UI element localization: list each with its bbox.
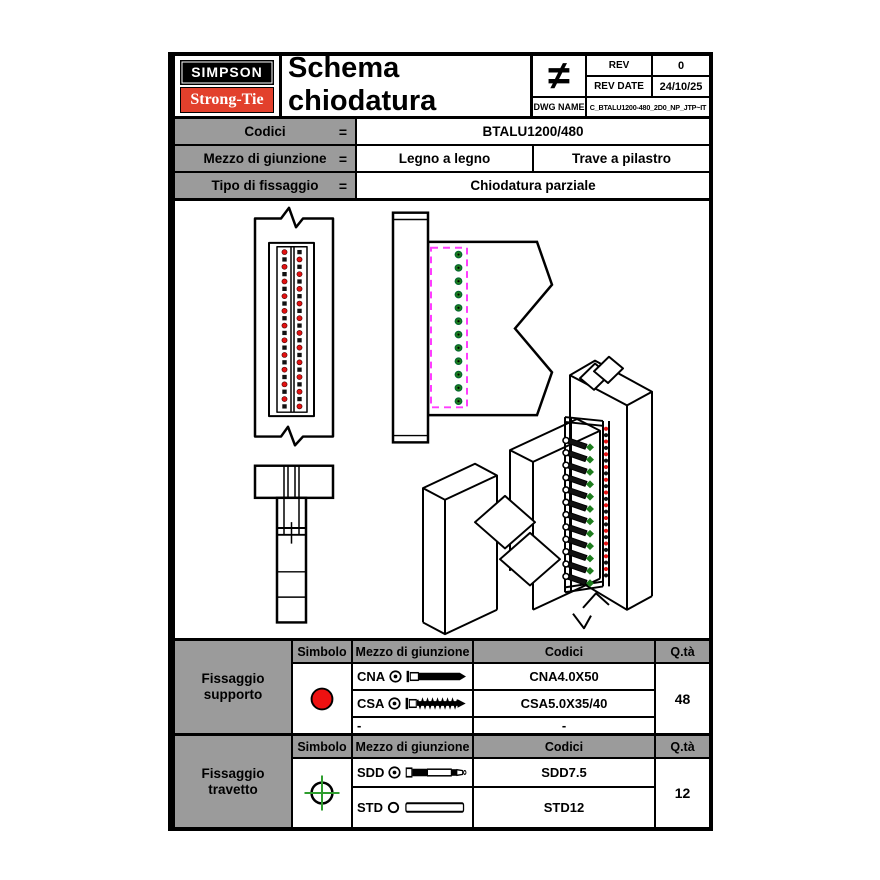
- code-cna: CNA4.0X50: [474, 664, 654, 689]
- rev-date-label: REV DATE: [587, 77, 651, 96]
- brand-strongtie: Strong-Tie: [180, 87, 274, 113]
- dwg-name-label: DWG NAME: [533, 98, 585, 116]
- header-qta: Q.tà: [656, 736, 709, 757]
- nail-icon: [406, 668, 468, 685]
- travetto-symbol: [293, 759, 351, 827]
- beam-outline: [428, 242, 552, 415]
- hanger-plate-inner: [277, 247, 307, 412]
- drawing-sheet: [168, 52, 713, 831]
- crosshair-icon: [302, 773, 342, 813]
- rod-head-icon: [386, 800, 401, 815]
- fastener-dash: [353, 718, 472, 733]
- rod-icon: [404, 799, 468, 816]
- rev-value: 0: [653, 56, 709, 75]
- code-csa: CSA5.0X35/40: [474, 691, 654, 716]
- rev-date-value: 24/10/25: [653, 77, 709, 96]
- fastener-name: SDD: [357, 765, 385, 780]
- dowel-head-icon: [387, 765, 402, 780]
- info-row-codici: [175, 119, 709, 144]
- beam-stub-top: [423, 464, 497, 500]
- info-label-text: Mezzo di giunzione: [203, 151, 327, 166]
- supporto-qty: 48: [656, 664, 709, 733]
- header-codici: Codici: [474, 736, 654, 757]
- info-label-text: Codici: [244, 124, 286, 139]
- screw-icon: [405, 695, 468, 712]
- travetto-label: Fissaggio travetto: [175, 736, 291, 827]
- post-side-outline: [393, 213, 428, 443]
- fastener-name: CNA: [357, 669, 386, 684]
- side-view: [393, 213, 552, 443]
- nail-head-icon: [388, 669, 403, 684]
- beam-top-face: [510, 419, 600, 462]
- fissaggio-travetto-table: [175, 736, 709, 827]
- header-codici: Codici: [474, 641, 654, 662]
- header-simbolo: Simbolo: [293, 641, 351, 662]
- info-label: [175, 146, 355, 171]
- info-label-text: Tipo di fissaggio: [211, 178, 319, 193]
- supporto-label: Fissaggio supporto: [175, 641, 291, 733]
- header-mezzo: Mezzo di giunzione: [353, 736, 472, 757]
- equals-sign: =: [338, 150, 347, 167]
- top-view: [255, 466, 333, 623]
- header-qta: Q.tà: [656, 641, 709, 662]
- sheet-title: Schema chiodatura: [282, 52, 530, 121]
- code-sdd: SDD7.5: [474, 759, 654, 786]
- iso-dowel-column: [563, 438, 594, 588]
- not-equal-icon: ≠: [533, 56, 585, 96]
- post-top-outline: [255, 466, 333, 498]
- beam-stub-edges: [423, 475, 497, 634]
- header-simbolo: Simbolo: [293, 736, 351, 757]
- front-view: [255, 208, 333, 445]
- equals-sign: =: [338, 177, 347, 194]
- fastener-name: CSA: [357, 696, 385, 711]
- title-block: [175, 51, 709, 117]
- info-value: Trave a pilastro: [534, 146, 709, 171]
- dowel-icon: [405, 764, 468, 781]
- dwg-name-value: C_BTALU1200-480_2D0_NP_JTP~IT: [587, 98, 709, 116]
- info-value: Legno a legno: [357, 146, 532, 171]
- info-value: BTALU1200/480: [357, 119, 709, 144]
- drawing-area: [175, 201, 709, 638]
- screw-head-icon: [387, 696, 402, 711]
- beam-top-outline: [277, 498, 306, 623]
- sheet-title-cell: [282, 51, 530, 117]
- info-label: [175, 173, 355, 198]
- fastener-name: -: [357, 718, 362, 733]
- code-std: STD12: [474, 788, 654, 827]
- code-dash: -: [474, 718, 654, 733]
- bottom-break-tick: [573, 614, 591, 629]
- fixing-tables: [175, 641, 709, 827]
- red-circle-icon: [305, 682, 339, 716]
- fastener-name: STD: [357, 800, 383, 815]
- revision-block: [533, 56, 709, 116]
- rev-label: REV: [587, 56, 651, 75]
- header-mezzo: Mezzo di giunzione: [353, 641, 472, 662]
- info-table: [175, 119, 709, 198]
- brand-logo: [175, 56, 279, 116]
- info-value: Chiodatura parziale: [357, 173, 709, 198]
- fastener-cna: [353, 664, 472, 689]
- fastener-std: [353, 788, 472, 827]
- brand-simpson: SIMPSON: [180, 60, 274, 85]
- supporto-symbol: [293, 664, 351, 733]
- fastener-sdd: [353, 759, 472, 786]
- equals-sign: =: [338, 123, 347, 140]
- post-bottom-break: [583, 593, 609, 608]
- fastener-csa: [353, 691, 472, 716]
- iso-nail-column: [604, 427, 608, 578]
- fissaggio-supporto-table: [175, 641, 709, 733]
- info-row-mezzo: [175, 146, 709, 171]
- info-label: [175, 119, 355, 144]
- travetto-qty: 12: [656, 759, 709, 827]
- info-row-fissaggio: [175, 173, 709, 198]
- technical-drawing: [175, 201, 709, 638]
